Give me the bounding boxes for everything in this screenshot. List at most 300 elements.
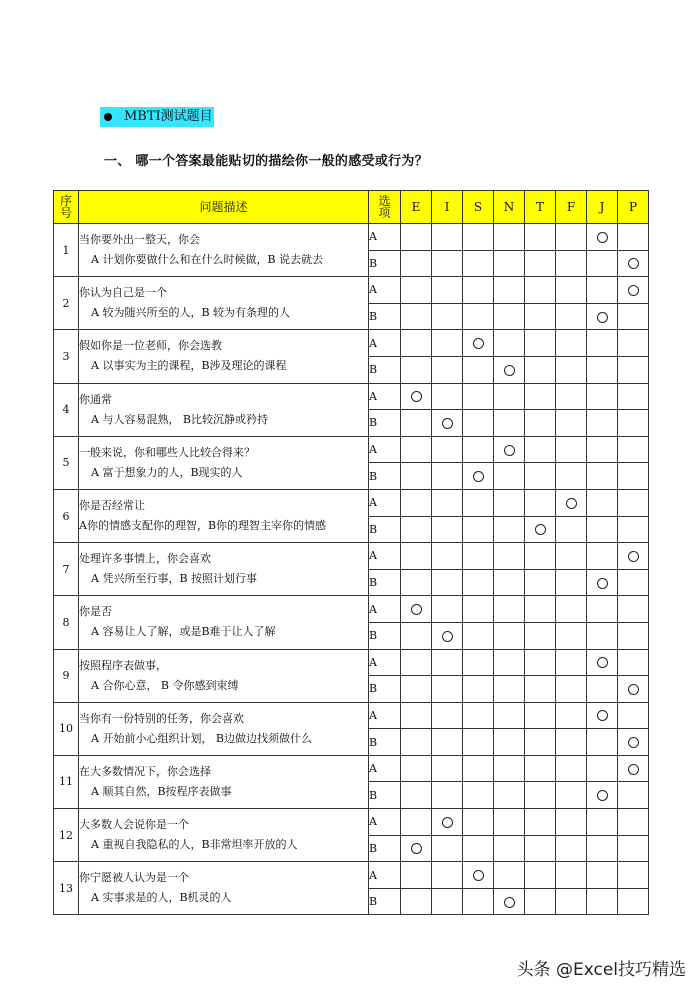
answer-cell-p[interactable]: [618, 383, 649, 410]
answer-cell-e[interactable]: [401, 410, 432, 437]
answer-cell-p[interactable]: [618, 463, 649, 490]
answer-cell-n[interactable]: [494, 622, 525, 649]
answer-cell-f[interactable]: [556, 569, 587, 596]
answer-cell-j[interactable]: [587, 463, 618, 490]
answer-cell-s[interactable]: [463, 250, 494, 277]
answer-cell-p[interactable]: [618, 782, 649, 809]
header-type-j: J: [587, 191, 618, 224]
answer-cell-p[interactable]: [618, 436, 649, 463]
answer-cell-t[interactable]: [525, 596, 556, 623]
question-description: [79, 224, 369, 277]
answer-cell-t[interactable]: [525, 356, 556, 383]
answer-cell-s[interactable]: [463, 755, 494, 782]
answer-cell-i[interactable]: [432, 622, 463, 649]
answer-cell-p[interactable]: [618, 702, 649, 729]
header-type-t: T: [525, 191, 556, 224]
answer-cell-f[interactable]: [556, 755, 587, 782]
option-label-a: A: [369, 543, 401, 570]
question-number: 3: [54, 330, 79, 383]
option-label-b: B: [369, 888, 401, 915]
question-number: 9: [54, 649, 79, 702]
answer-cell-i[interactable]: [432, 782, 463, 809]
answer-cell-f[interactable]: [556, 463, 587, 490]
answer-cell-e[interactable]: [401, 888, 432, 915]
question-text: 你是否经常让: [79, 499, 145, 513]
answer-cell-s[interactable]: [463, 596, 494, 623]
answer-cell-i[interactable]: [432, 649, 463, 676]
answer-cell-n[interactable]: [494, 410, 525, 437]
answer-cell-s[interactable]: [463, 888, 494, 915]
answer-cell-f[interactable]: [556, 649, 587, 676]
answer-cell-e[interactable]: [401, 516, 432, 543]
table-row: [54, 862, 649, 889]
answer-cell-s[interactable]: [463, 489, 494, 516]
answer-cell-e[interactable]: [401, 383, 432, 410]
answer-cell-e[interactable]: [401, 303, 432, 330]
question-options-text: A 较为随兴所至的人，B 较为有条理的人: [91, 306, 291, 320]
answer-cell-i[interactable]: [432, 383, 463, 410]
answer-cell-e[interactable]: [401, 463, 432, 490]
answer-cell-f[interactable]: [556, 782, 587, 809]
answer-cell-i[interactable]: [432, 277, 463, 304]
answer-cell-j[interactable]: [587, 543, 618, 570]
answer-cell-p[interactable]: [618, 277, 649, 304]
option-label-a: A: [369, 383, 401, 410]
answer-cell-e[interactable]: [401, 622, 432, 649]
circle-mark-icon: [473, 471, 484, 482]
answer-cell-n[interactable]: [494, 676, 525, 703]
answer-cell-t[interactable]: [525, 303, 556, 330]
answer-cell-t[interactable]: [525, 755, 556, 782]
answer-cell-n[interactable]: [494, 277, 525, 304]
answer-cell-t[interactable]: [525, 782, 556, 809]
answer-cell-i[interactable]: [432, 569, 463, 596]
answer-cell-e[interactable]: [401, 489, 432, 516]
answer-cell-t[interactable]: [525, 516, 556, 543]
circle-mark-icon: [628, 285, 639, 296]
answer-cell-s[interactable]: [463, 782, 494, 809]
question-text: 处理许多事情上，你会喜欢: [79, 552, 211, 566]
answer-cell-n[interactable]: [494, 516, 525, 543]
answer-cell-t[interactable]: [525, 809, 556, 836]
answer-cell-i[interactable]: [432, 809, 463, 836]
answer-cell-f[interactable]: [556, 303, 587, 330]
answer-cell-s[interactable]: [463, 622, 494, 649]
answer-cell-t[interactable]: [525, 729, 556, 756]
answer-cell-n[interactable]: [494, 835, 525, 862]
question-number: 7: [54, 543, 79, 596]
answer-cell-p[interactable]: [618, 755, 649, 782]
answer-cell-n[interactable]: [494, 809, 525, 836]
answer-cell-p[interactable]: [618, 303, 649, 330]
answer-cell-t[interactable]: [525, 622, 556, 649]
answer-cell-f[interactable]: [556, 356, 587, 383]
answer-cell-s[interactable]: [463, 649, 494, 676]
answer-cell-j[interactable]: [587, 835, 618, 862]
answer-cell-n[interactable]: [494, 436, 525, 463]
answer-cell-j[interactable]: [587, 755, 618, 782]
answer-cell-i[interactable]: [432, 596, 463, 623]
circle-mark-icon: [597, 790, 608, 801]
answer-cell-f[interactable]: [556, 596, 587, 623]
circle-mark-icon: [504, 445, 515, 456]
answer-cell-i[interactable]: [432, 702, 463, 729]
answer-cell-f[interactable]: [556, 676, 587, 703]
answer-cell-s[interactable]: [463, 436, 494, 463]
circle-mark-icon: [628, 684, 639, 695]
answer-cell-t[interactable]: [525, 676, 556, 703]
answer-cell-e[interactable]: [401, 330, 432, 357]
answer-cell-s[interactable]: [463, 463, 494, 490]
question-number: 5: [54, 436, 79, 489]
answer-cell-j[interactable]: [587, 303, 618, 330]
answer-cell-s[interactable]: [463, 809, 494, 836]
question-heading: 一、 哪一个答案最能贴切的描绘你一般的感受或行为？: [104, 154, 429, 169]
circle-mark-icon: [535, 524, 546, 535]
option-label-a: A: [369, 436, 401, 463]
table-row: [54, 543, 649, 570]
table-row: [54, 436, 649, 463]
circle-mark-icon: [628, 737, 639, 748]
question-options-text: A 容易让人了解，或是B难于让人了解: [91, 625, 276, 639]
question-text: 假如你是一位老师，你会选教: [79, 339, 222, 353]
option-label-b: B: [369, 676, 401, 703]
header-type-n: N: [494, 191, 525, 224]
answer-cell-p[interactable]: [618, 410, 649, 437]
option-label-b: B: [369, 622, 401, 649]
answer-cell-e[interactable]: [401, 277, 432, 304]
answer-cell-f[interactable]: [556, 702, 587, 729]
question-text: 一般来说，你和哪些人比较合得来？: [79, 445, 255, 459]
circle-mark-icon: [473, 870, 484, 881]
answer-cell-n[interactable]: [494, 224, 525, 251]
circle-mark-icon: [411, 843, 422, 854]
question-number: 2: [54, 277, 79, 330]
answer-cell-f[interactable]: [556, 622, 587, 649]
answer-cell-n[interactable]: [494, 489, 525, 516]
answer-cell-i[interactable]: [432, 330, 463, 357]
header-row: [54, 191, 649, 224]
answer-cell-p[interactable]: [618, 224, 649, 251]
answer-cell-e[interactable]: [401, 649, 432, 676]
answer-cell-f[interactable]: [556, 330, 587, 357]
question-text: 大多数人会说你是一个: [79, 818, 189, 832]
answer-cell-e[interactable]: [401, 676, 432, 703]
answer-cell-p[interactable]: [618, 543, 649, 570]
header-type-p: P: [618, 191, 649, 224]
answer-cell-s[interactable]: [463, 224, 494, 251]
question-description: [79, 436, 369, 489]
option-label-a: A: [369, 330, 401, 357]
answer-cell-f[interactable]: [556, 835, 587, 862]
option-label-b: B: [369, 303, 401, 330]
question-text: 你是否: [79, 605, 112, 619]
option-label-a: A: [369, 702, 401, 729]
answer-cell-p[interactable]: [618, 356, 649, 383]
answer-cell-p[interactable]: [618, 862, 649, 889]
question-number: 6: [54, 489, 79, 542]
answer-cell-i[interactable]: [432, 835, 463, 862]
answer-cell-i[interactable]: [432, 888, 463, 915]
answer-cell-s[interactable]: [463, 383, 494, 410]
question-number: 12: [54, 809, 79, 862]
answer-cell-t[interactable]: [525, 702, 556, 729]
answer-cell-j[interactable]: [587, 356, 618, 383]
answer-cell-s[interactable]: [463, 569, 494, 596]
answer-cell-f[interactable]: [556, 436, 587, 463]
option-label-b: B: [369, 782, 401, 809]
circle-mark-icon: [597, 657, 608, 668]
answer-cell-i[interactable]: [432, 729, 463, 756]
answer-cell-p[interactable]: [618, 809, 649, 836]
answer-cell-n[interactable]: [494, 303, 525, 330]
question-options-text: A 开始前小心组织计划， B边做边找须做什么: [91, 731, 313, 745]
answer-cell-e[interactable]: [401, 569, 432, 596]
answer-cell-j[interactable]: [587, 569, 618, 596]
answer-cell-t[interactable]: [525, 383, 556, 410]
answer-cell-s[interactable]: [463, 862, 494, 889]
answer-cell-t[interactable]: [525, 277, 556, 304]
answer-cell-t[interactable]: [525, 224, 556, 251]
answer-cell-f[interactable]: [556, 224, 587, 251]
section-title-text: MBTI测试题目: [124, 109, 213, 124]
table-row: [54, 649, 649, 676]
option-label-a: A: [369, 809, 401, 836]
answer-cell-p[interactable]: [618, 516, 649, 543]
header-num: 序号: [54, 191, 79, 224]
answer-cell-n[interactable]: [494, 596, 525, 623]
answer-cell-j[interactable]: [587, 383, 618, 410]
answer-cell-j[interactable]: [587, 809, 618, 836]
answer-cell-i[interactable]: [432, 463, 463, 490]
answer-cell-n[interactable]: [494, 330, 525, 357]
answer-cell-n[interactable]: [494, 755, 525, 782]
question-description: [79, 809, 369, 862]
answer-cell-n[interactable]: [494, 543, 525, 570]
option-label-a: A: [369, 224, 401, 251]
question-description: [79, 862, 369, 915]
answer-cell-j[interactable]: [587, 649, 618, 676]
option-label-b: B: [369, 463, 401, 490]
answer-cell-p[interactable]: [618, 596, 649, 623]
answer-cell-s[interactable]: [463, 516, 494, 543]
answer-cell-i[interactable]: [432, 489, 463, 516]
answer-cell-p[interactable]: [618, 676, 649, 703]
answer-cell-e[interactable]: [401, 809, 432, 836]
option-label-b: B: [369, 410, 401, 437]
answer-cell-n[interactable]: [494, 569, 525, 596]
answer-cell-j[interactable]: [587, 596, 618, 623]
question-description: [79, 596, 369, 649]
answer-cell-i[interactable]: [432, 543, 463, 570]
answer-cell-j[interactable]: [587, 516, 618, 543]
answer-cell-p[interactable]: [618, 622, 649, 649]
answer-cell-j[interactable]: [587, 330, 618, 357]
watermark: 头条 @Excel技巧精选: [516, 960, 686, 980]
circle-mark-icon: [504, 365, 515, 376]
question-number: 11: [54, 755, 79, 808]
answer-cell-j[interactable]: [587, 489, 618, 516]
answer-cell-n[interactable]: [494, 702, 525, 729]
answer-cell-e[interactable]: [401, 356, 432, 383]
answer-cell-n[interactable]: [494, 862, 525, 889]
answer-cell-i[interactable]: [432, 356, 463, 383]
answer-cell-e[interactable]: [401, 702, 432, 729]
answer-cell-s[interactable]: [463, 702, 494, 729]
answer-cell-t[interactable]: [525, 888, 556, 915]
answer-cell-i[interactable]: [432, 862, 463, 889]
answer-cell-e[interactable]: [401, 436, 432, 463]
answer-cell-j[interactable]: [587, 676, 618, 703]
circle-mark-icon: [442, 817, 453, 828]
question-number: 10: [54, 702, 79, 755]
answer-cell-e[interactable]: [401, 862, 432, 889]
question-description: [79, 383, 369, 436]
answer-cell-n[interactable]: [494, 729, 525, 756]
answer-cell-s[interactable]: [463, 835, 494, 862]
answer-cell-n[interactable]: [494, 463, 525, 490]
answer-cell-p[interactable]: [618, 888, 649, 915]
answer-cell-f[interactable]: [556, 888, 587, 915]
question-description: [79, 755, 369, 808]
answer-cell-s[interactable]: [463, 543, 494, 570]
answer-cell-f[interactable]: [556, 543, 587, 570]
bullet-icon: [104, 113, 112, 121]
answer-cell-j[interactable]: [587, 436, 618, 463]
answer-cell-s[interactable]: [463, 676, 494, 703]
table-row: [54, 755, 649, 782]
answer-cell-j[interactable]: [587, 862, 618, 889]
answer-cell-p[interactable]: [618, 250, 649, 277]
answer-cell-t[interactable]: [525, 410, 556, 437]
answer-cell-t[interactable]: [525, 250, 556, 277]
option-label-b: B: [369, 835, 401, 862]
answer-cell-i[interactable]: [432, 224, 463, 251]
answer-cell-t[interactable]: [525, 835, 556, 862]
answer-cell-j[interactable]: [587, 622, 618, 649]
table-row: [54, 224, 649, 251]
answer-cell-n[interactable]: [494, 649, 525, 676]
answer-cell-e[interactable]: [401, 596, 432, 623]
answer-cell-j[interactable]: [587, 729, 618, 756]
answer-cell-i[interactable]: [432, 436, 463, 463]
question-number: 4: [54, 383, 79, 436]
answer-cell-s[interactable]: [463, 330, 494, 357]
answer-cell-t[interactable]: [525, 649, 556, 676]
answer-cell-s[interactable]: [463, 729, 494, 756]
header-type-i: I: [432, 191, 463, 224]
circle-mark-icon: [628, 258, 639, 269]
answer-cell-i[interactable]: [432, 410, 463, 437]
option-label-b: B: [369, 569, 401, 596]
answer-cell-i[interactable]: [432, 250, 463, 277]
answer-cell-j[interactable]: [587, 888, 618, 915]
question-description: [79, 277, 369, 330]
answer-cell-e[interactable]: [401, 782, 432, 809]
answer-cell-n[interactable]: [494, 782, 525, 809]
answer-cell-n[interactable]: [494, 888, 525, 915]
table-row: [54, 702, 649, 729]
option-label-a: A: [369, 596, 401, 623]
answer-cell-j[interactable]: [587, 250, 618, 277]
answer-cell-t[interactable]: [525, 436, 556, 463]
answer-cell-e[interactable]: [401, 543, 432, 570]
answer-cell-s[interactable]: [463, 303, 494, 330]
circle-mark-icon: [442, 418, 453, 429]
answer-cell-s[interactable]: [463, 410, 494, 437]
answer-cell-j[interactable]: [587, 410, 618, 437]
answer-cell-f[interactable]: [556, 516, 587, 543]
answer-cell-p[interactable]: [618, 835, 649, 862]
circle-mark-icon: [442, 631, 453, 642]
circle-mark-icon: [504, 897, 515, 908]
table-row: [54, 330, 649, 357]
question-options-text: A 实事求是的人，B机灵的人: [91, 891, 232, 905]
answer-cell-j[interactable]: [587, 224, 618, 251]
answer-cell-f[interactable]: [556, 729, 587, 756]
question-text: 在大多数情况下，你会选择: [79, 764, 211, 778]
table-row: [54, 596, 649, 623]
answer-cell-f[interactable]: [556, 410, 587, 437]
header-type-e: E: [401, 191, 432, 224]
answer-cell-p[interactable]: [618, 729, 649, 756]
answer-cell-e[interactable]: [401, 835, 432, 862]
option-label-a: A: [369, 277, 401, 304]
answer-cell-i[interactable]: [432, 516, 463, 543]
option-label-a: A: [369, 755, 401, 782]
answer-cell-t[interactable]: [525, 569, 556, 596]
answer-cell-e[interactable]: [401, 224, 432, 251]
option-label-a: A: [369, 489, 401, 516]
answer-cell-s[interactable]: [463, 277, 494, 304]
question-options-text: A你的情感支配你的理智，B你的理智主宰你的情感: [79, 519, 327, 533]
answer-cell-n[interactable]: [494, 356, 525, 383]
answer-cell-i[interactable]: [432, 676, 463, 703]
answer-cell-n[interactable]: [494, 250, 525, 277]
answer-cell-f[interactable]: [556, 809, 587, 836]
answer-cell-t[interactable]: [525, 489, 556, 516]
question-description: [79, 489, 369, 542]
answer-cell-e[interactable]: [401, 250, 432, 277]
answer-cell-j[interactable]: [587, 702, 618, 729]
answer-cell-t[interactable]: [525, 862, 556, 889]
answer-cell-e[interactable]: [401, 755, 432, 782]
answer-cell-f[interactable]: [556, 277, 587, 304]
answer-cell-e[interactable]: [401, 729, 432, 756]
answer-cell-f[interactable]: [556, 383, 587, 410]
answer-cell-i[interactable]: [432, 755, 463, 782]
answer-cell-p[interactable]: [618, 569, 649, 596]
answer-cell-p[interactable]: [618, 649, 649, 676]
answer-cell-p[interactable]: [618, 330, 649, 357]
answer-cell-n[interactable]: [494, 383, 525, 410]
answer-cell-t[interactable]: [525, 463, 556, 490]
answer-cell-t[interactable]: [525, 330, 556, 357]
answer-cell-t[interactable]: [525, 543, 556, 570]
question-text: 当你有一份特别的任务，你会喜欢: [79, 711, 244, 725]
answer-cell-j[interactable]: [587, 277, 618, 304]
answer-cell-j[interactable]: [587, 782, 618, 809]
answer-cell-p[interactable]: [618, 489, 649, 516]
answer-cell-f[interactable]: [556, 489, 587, 516]
question-text: 你宁愿被人认为是一个: [79, 871, 189, 885]
header-type-s: S: [463, 191, 494, 224]
answer-cell-f[interactable]: [556, 862, 587, 889]
answer-cell-s[interactable]: [463, 356, 494, 383]
answer-cell-f[interactable]: [556, 250, 587, 277]
circle-mark-icon: [628, 551, 639, 562]
answer-cell-i[interactable]: [432, 303, 463, 330]
